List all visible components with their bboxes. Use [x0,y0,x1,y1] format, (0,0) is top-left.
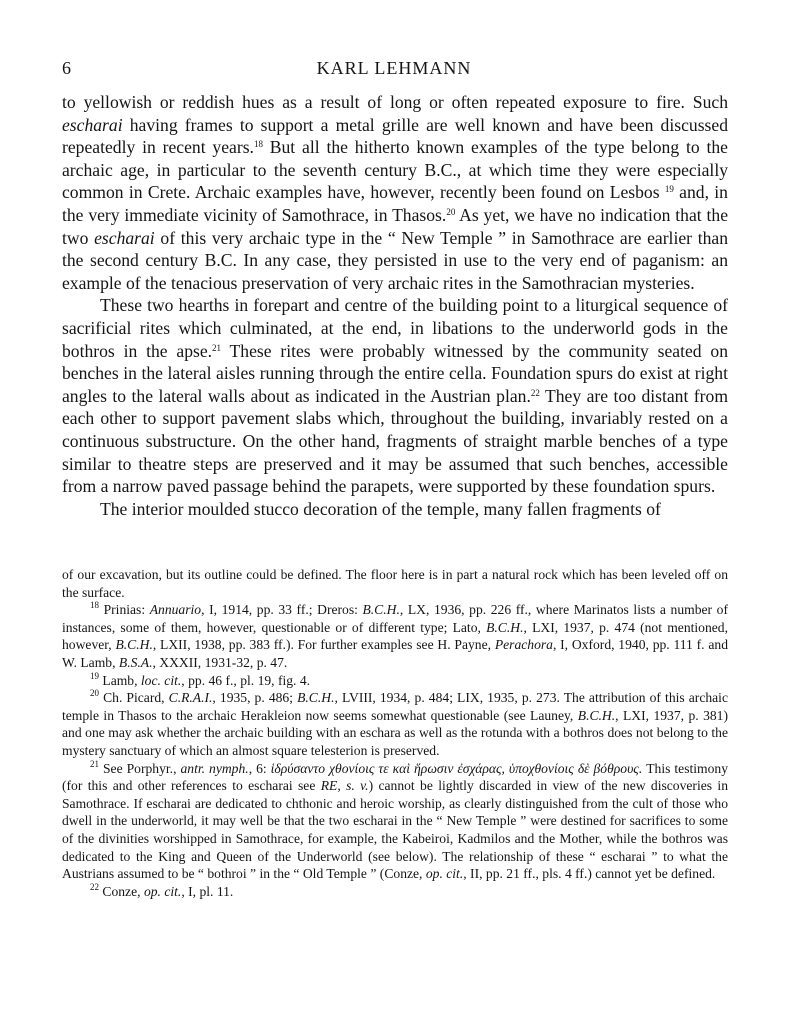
text-run: As yet, we have no indication that the two [62,204,729,248]
text-run: , 1935, p. 486; [212,690,298,706]
text-run: , XXXII, 1931-32, p. 47. [152,654,288,670]
text-run: Ch. Picard, [99,690,169,706]
citation-title: antr. nymph. [180,760,249,776]
text-run: to yellowish or reddish hues as a result of long or often repeated exposure to fire. Such [62,92,728,112]
running-title: KARL LEHMANN [316,58,472,78]
greek-quotation: ἱδρύσαντο χθονίοις τε καὶ ἥρωσιν ἐσχάρας, ὑποχθονίοις δὲ βόθρους. [270,760,643,776]
text-run: having frames to support a metal grille are well known and have been discussed repeatedly in recent years. [62,114,728,158]
text-run: See Porphyr., [99,760,181,776]
text-run: of this very archaic type in the “ New Temple ” in Samothrace are earlier than the second century [62,227,728,271]
text-run: , LXI, 1937, p. 381) and one may ask whether the archaic building with an eschara as well as the rotunda with a bothros does not belong to the mystery sanctuary of which an almost square telesterion is preserved. [62,707,728,758]
citation-title: Perachora [494,637,553,653]
italic-term: escharai [94,227,155,248]
text-run: , I, Oxford, 1940, pp. 111 f. and W. Lamb, [62,637,728,670]
italic-term: escharai [62,114,123,135]
citation-title: B.C.H. [362,602,400,618]
citation-title: B.C.H. [115,637,153,653]
body-paragraph-2 [62,294,728,497]
footnote-20 [62,689,728,759]
footnote-21 [62,760,728,883]
footnote-number: 22 [90,881,99,892]
text-run: , I, 1914, pp. 33 ff.; Dreros: [201,602,363,618]
body-paragraph-3: The interior moulded stucco decoration of the temple, many fallen fragments of [100,498,661,519]
text-run: These two hearths in forepart and centre of the building point to a liturgical sequence of sacrificial rites which culminated, at the end, in libations to the underworld gods in the bothros in the apse. [62,295,728,361]
citation-title: B.C.H. [297,690,335,706]
footnote-19 [62,672,728,690]
text-run: , pp. 46 f., pl. 19, fig. 4. [181,672,311,688]
body-paragraph-1 [62,91,728,294]
text-run: In any case, they persisted in use to the very end of paganism: an example of the tenacious preservation of very archaic rites in the Samothracian mysteries. [62,250,728,293]
footnote-22 [62,883,728,901]
era-abbrev: B.C. [204,250,237,271]
text-run: They are too distant from each other to support pavement slabs which, throughout the building, invariably rested on a continuous substructure. On the other hand, fragments of straight marble benches of a type similar to theatre steps are preserved and it may be assumed that such benches, accessible from a narrow paved passage behind the parapets, were supported by these foundation spurs. [62,385,728,497]
text-run: , LXI, 1937, p. 474 (not mentioned, however, [62,619,728,653]
footnote-ref-19[interactable]: 19 [664,184,674,195]
text-run: , LVIII, 1934, p. 484; LIX, 1935, p. 273. The attribution of this archaic temple in Thasos to the archaic Herakleion now seems somewhat questionable (see Launey, [62,690,728,723]
text-run: Conze, [99,883,144,899]
citation-title: loc. cit. [140,672,182,688]
citation-title: B.C.H. [577,707,616,723]
text-run: This testimony (for this and other references to escharai see [62,760,729,794]
text-run: , 6: [248,760,271,776]
footnote-ref-18[interactable]: 18 [253,139,263,150]
footnote-ref-20[interactable]: 20 [446,206,456,217]
footnote-18 [62,601,728,671]
text-run: ) cannot be lightly discarded in view of the new discoveries in Samothrace. If escharai are dedicated to chthonic and heroic worship, as clearly distinguished from the cult of those who dwell in the underworld, it may well be that the two escharai in the “ New Temple ” were destined for sacrifices to some of the divinities worshipped in Samothrace, for example, the Kabeiroi, Kadmilos and the Mother, while the bothros was dedicated to the King and Queen of the Underworld (see below). The relationship of these “ escharai ” to what the Austrians assumed to be “ bothroi ” in the “ Old Temple ” (Conze, [62,778,728,882]
citation-title: C.R.A.I. [168,690,213,706]
main-text [62,91,728,520]
citation-title: op. cit. [425,866,464,882]
text-run: , II, pp. 21 ff., pls. 4 ff.) cannot yet be defined. [463,866,716,882]
footnote-ref-22[interactable]: 22 [530,387,540,398]
text-run: , LXII, 1938, pp. 383 ff.). For further examples see H. Payne, [152,637,495,653]
footnote-ref-21[interactable]: 21 [212,342,222,353]
text-run: , at which time they were especially common in Crete. Archaic examples have, however, recently been found on Lesbos [62,159,728,203]
footnote-number: 21 [90,758,99,769]
page-number: 6 [62,58,71,78]
footnote-number: 20 [90,688,99,699]
footnotes [62,566,728,900]
page-header [62,58,726,82]
text-run: , LX, 1936, pp. 226 ff., where Marinatos lists a number of instances, some of them, however, questionable or of different type; Lato, [62,602,728,635]
text-run: Lamb, [99,672,141,688]
citation-title: RE, s. v. [320,778,369,794]
footnote-number: 19 [90,670,99,681]
text-run: These rites were probably witnessed by the community seated on benches in the lateral aisles running through the entire cella. Foundation spurs do exist at right angles to the lateral walls about as indicated in the Austrian plan. [62,340,728,406]
citation-title: B.C.H. [486,619,524,635]
text-run: and, in the very immediate vicinity of Samothrace, in Thasos. [62,182,728,225]
citation-title: Annuario [149,602,202,618]
footnote-continuation: of our excavation, but its outline could be defined. The floor here is in part a natural rock which has been leveled off on the surface. [62,567,728,600]
text-run: , I, pl. 11. [181,883,234,899]
era-abbrev: B.C. [424,159,457,180]
citation-title: op. cit. [143,883,182,899]
footnote-number: 18 [90,600,99,611]
text-run: Prinias: [99,602,150,618]
citation-title: B.S.A. [118,654,153,670]
text-run: But all the hitherto known examples of the type belong to the archaic age, in particular to the seventh century [62,137,728,180]
